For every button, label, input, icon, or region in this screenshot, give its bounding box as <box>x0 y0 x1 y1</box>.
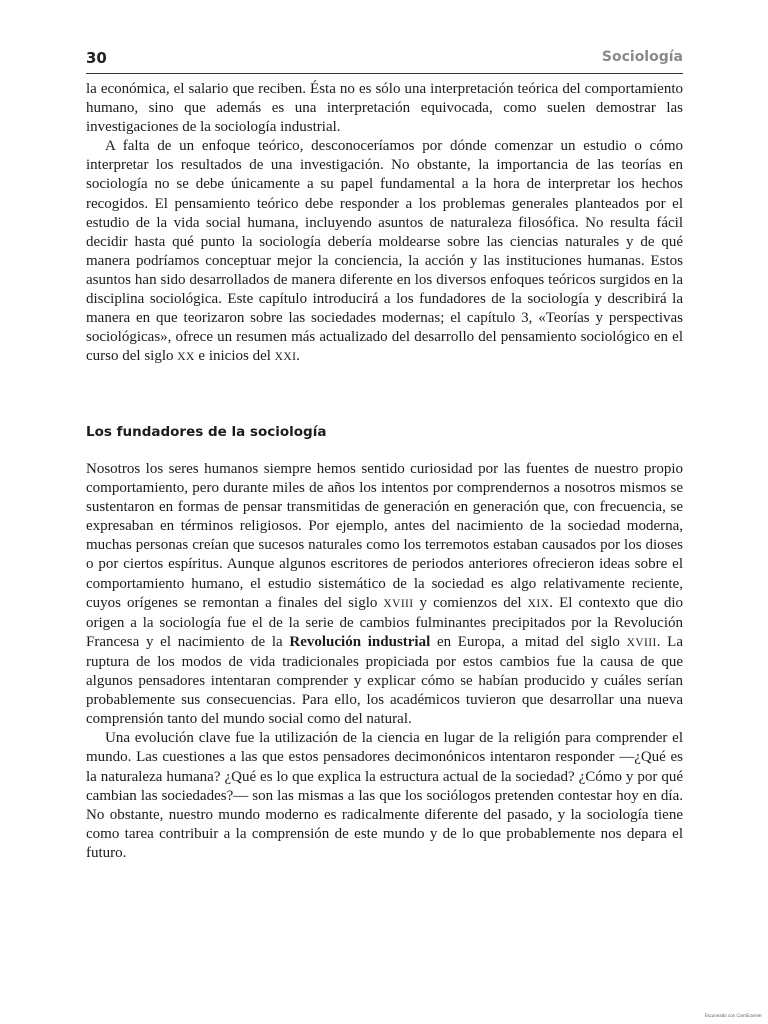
paragraph-origins <box>86 460 683 729</box>
paragraph-text: Una evolución clave fue la utilización de la ciencia en lugar de la religión para comprender el mundo. Las cuestiones a las que estos pensadores decimonónicos intentaron responder —¿Qué es la naturaleza humana? ¿Qué es lo que explica la estructura actual de la sociedad? ¿Cómo y por qué cambian las sociedades?— son las mismas a las que los sociólogos pretenden contestar hoy en día. No obstante, nuestro mundo moderno es radicalmente diferente del pasado, y la sociología tiene como tarea contribuir a la comprensión de este mundo y de lo que probablemente nos depara el futuro. <box>86 730 683 861</box>
paragraph-text: A falta de un enfoque teórico, desconoceríamos por dónde comenzar un estudio o cómo interpretar los resultados de una investigación. No obstante, la importancia de las teorías en sociología no se debe únicamente a su papel fundamental a la hora de interpretar los hechos recogidos. El pensamiento teórico debe responder a los problemas generales planteados por el estudio de la vida social humana, incluyendo asuntos de naturaleza filosófica. No resulta fácil decidir hasta qué punto la sociología debería moldearse sobre las ciencias naturales y de qué manera podríamos conceptuar mejor la conciencia, la acción y las instituciones humanas. Estos asuntos han sido desarrollados de manera diferente en los diversos enfoques teóricos surgidos en la disciplina sociológica. Este capítulo introducirá a los fundadores de la sociología y describirá la manera en que teorizaron sobre las sociedades modernas; el capítulo 3, «Teorías y perspectivas sociológicas», ofrece un resumen más actualizado del desarrollo del pensamiento sociológico en el curso del siglo <box>86 138 683 365</box>
century-numeral: XX <box>177 351 195 364</box>
intro-text-block <box>86 80 683 367</box>
page-number: 30 <box>86 49 107 67</box>
paragraph-science <box>86 729 683 863</box>
paragraph-theory <box>86 137 683 367</box>
century-numeral: XIX <box>527 597 550 610</box>
paragraph-text: . El contexto que dio origen a la sociología fue el de la serie de cambios fulminantes precipitados por la Revolución Francesa y el nacimiento de la <box>86 594 683 650</box>
paragraph-text: Nosotros los seres humanos siempre hemos sentido curiosidad por las fuentes de nuestro propio comportamiento, pero durante miles de años los intentos por comprendernos a nosotros mismos se sustentaron en formas de pensar transmitidas de generación en generación que, con frecuencia, se expresaban en términos religiosos. Por ejemplo, antes del nacimiento de la sociedad moderna, muchas personas creían que sucesos naturales como los terremotos estaban causados por los dioses o por ciertos espíritus. Aunque algunos escritores de periodos anteriores ofrecieron ideas sobre el comportamiento humano, el estudio sistemático de la sociedad es algo relativamente reciente, cuyos orígenes se remontan a finales del siglo <box>86 461 683 611</box>
paragraph-text: . La ruptura de los modos de vida tradicionales propiciada por estos cambios fue la causa de que algunos pensadores intentaran comprender y explicar cómo se habían producido y cuáles serían probablemente sus consecuencias. Para ello, los académicos tuvieron que desarrollar una nueva comprensión tanto del mundo social como del natural. <box>86 633 683 728</box>
key-term: Revolución industrial <box>289 633 431 650</box>
running-header <box>86 46 683 70</box>
scanner-watermark: Escaneado con CamScanner <box>705 1013 762 1018</box>
paragraph-continuation <box>86 80 683 137</box>
paragraph-text: en Europa, a mitad del siglo <box>430 633 627 650</box>
paragraph-text: e inicios del <box>194 348 275 365</box>
book-title: Sociología <box>601 49 683 65</box>
century-numeral: XXI <box>274 351 297 364</box>
section-text-block <box>86 460 683 863</box>
section-heading: Los fundadores de la sociología <box>86 424 327 440</box>
paragraph-text: . <box>296 348 301 365</box>
header-rule <box>86 73 683 74</box>
century-numeral: XVIII <box>626 636 657 649</box>
paragraph-text: y comienzos del <box>413 594 528 611</box>
century-numeral: XVIII <box>383 597 414 610</box>
paragraph-text: la económica, el salario que reciben. Ésta no es sólo una interpretación teórica del comportamiento humano, sino que además es una interpretación equivocada, como suelen demostrar las investigaciones de la sociología industrial. <box>86 81 683 136</box>
